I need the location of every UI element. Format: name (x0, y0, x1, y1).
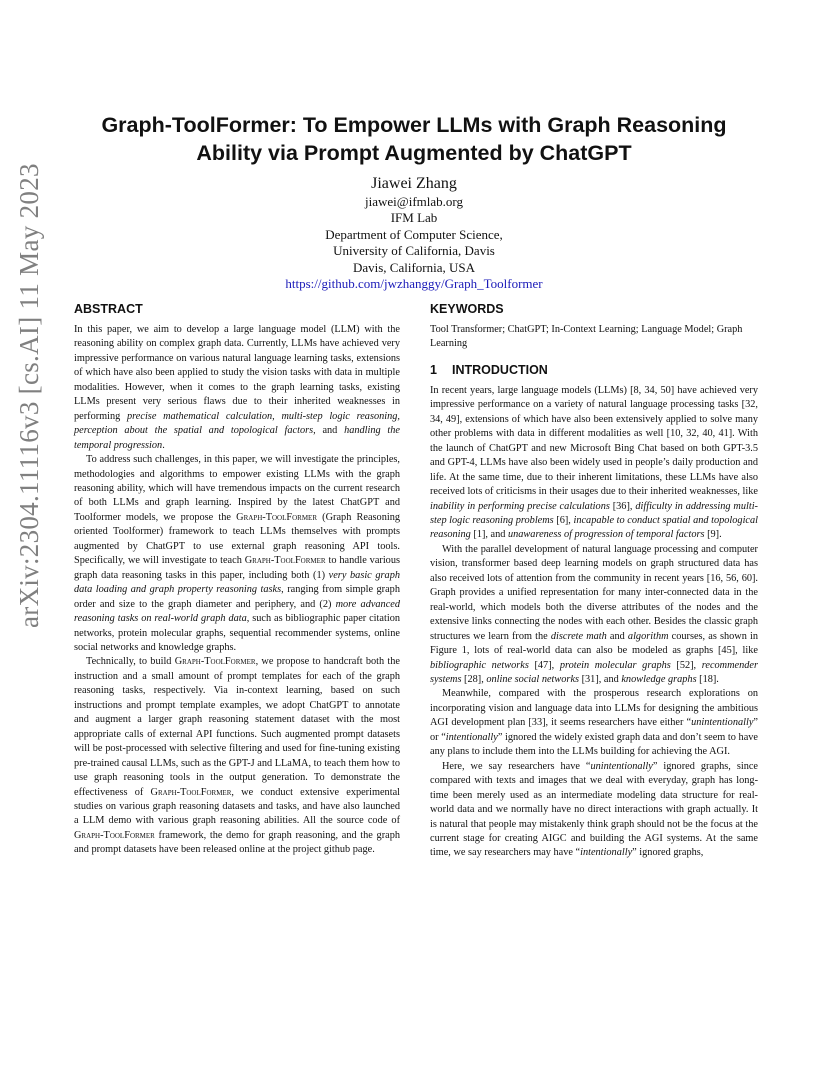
intro-paragraph-3: Meanwhile, compared with the prosperous research explorations on incorporating vision and language data into LLMs for designing the ambitious AGI development plan [33], it seems researchers have either “unintentionally” or “intentionally” ignored the widely existed graph data and don’t seem to have any plans to include them into the LLMs building for achieving the AGI. (430, 688, 758, 758)
abstract-paragraph-3: Technically, to build Graph-ToolFormer, we propose to handcraft both the instruction and a small amount of prompt templates for each of the graph reasoning tasks, respectively. Via in-context learning, based on such instructions and prompt template examples, we adopt ChatGPT to annotate and augment a larger graph reasoning statement dataset with the most appropriate calls of external API functions. Such augmented prompt datasets will be post-processed with selective filtering and used for fine-tuning existing pre-trained causal LLMs, such as the GPT-J and LLaMA, to teach them how to use graph reasoning tools in the output generation. To demonstrate the effectiveness of Graph-ToolFormer, we conduct extensive experimental studies on various graph reasoning datasets and tasks, and have also launched a LLM demo with various graph reasoning abilities. All the source code of Graph-ToolFormer framework, the demo for graph reasoning, and the graph and prompt datasets have been released online at the project github page. (74, 656, 400, 856)
keywords-list: Tool Transformer; ChatGPT; In-Context Learning; Language Model; Graph Learning (430, 324, 743, 350)
author-university: University of California, Davis (333, 243, 495, 259)
abstract-paragraph-1: In this paper, we aim to develop a large language model (LLM) with the reasoning ability on complex graph data. Currently, LLMs have achieved very impressive performance on various natural language learning tasks, extensions of which have also been applied to study the vision tasks with data in multiple modalities. However, when it comes to the graph learning tasks, existing LLMs present very serious flaws due to their inherited weaknesses in performing precise mathematical calculation, multi-step logic reasoning, perception about the spatial and topological factors, and handling the temporal progression. (74, 324, 400, 451)
author-email: jiawei@ifmlab.org (364, 194, 463, 209)
intro-paragraph-2: With the parallel development of natural language processing and computer vision, transformer based deep learning models on graph structured data has also received lots of attention from the community in recent years [16, 56, 60]. Graph provides a unified representation for many inter-connected data in the real-world, which models both the diverse attributes of the nodes and the extensive links connecting the nodes with each other. Besides the classic graph structures we learn from the discrete math and algorithm courses, as shown in Figure 1, lots of real-world data can also be modeled as graphs [45], like bibliographic networks [47], protein molecular graphs [52], recommender systems [28], online social networks [31], and knowledge graphs [18]. (430, 543, 758, 685)
author-lab: IFM Lab (390, 210, 438, 226)
keywords-heading: KEYWORDS (430, 302, 504, 316)
author-location: Davis, California, USA (352, 259, 476, 275)
abstract-paragraph-2: To address such challenges, in this paper, we will investigate the principles, methodologies and algorithms to empower existing LLMs with the graph reasoning ability, which will have tremendous impacts on the current research of both LLMs and graph learning. Inspired by the latest ChatGPT and Toolformer models, we propose the Graph-ToolFormer (Graph Reasoning oriented Toolformer) framework to teach LLMs themselves with prompts augmented by ChatGPT to use external graph reasoning API tools. Specifically, we will investigate to teach Graph-ToolFormer to handle various graph data reasoning tasks in this paper, including both (1) very basic graph data loading and graph property reasoning tasks, ranging from simple graph order and size to the graph diameter and periphery, and (2) more advanced reasoning tasks on real-world graph data, such as bibliographic paper citation networks, protein molecular graphs, sequential recommender systems, online social networks and knowledge graphs. (74, 454, 400, 653)
author-block (0, 174, 828, 292)
abstract-heading: ABSTRACT (74, 302, 143, 316)
paper-title (0, 111, 828, 167)
project-github-link[interactable]: https://github.com/jwzhanggy/Graph_Toolformer (285, 276, 543, 292)
title-line-1: Graph-ToolFormer: To Empower LLMs with Graph Reasoning (101, 113, 727, 137)
right-column (430, 301, 758, 861)
left-column (74, 301, 400, 858)
intro-paragraph-4: Here, we say researchers have “unintentionally” ignored graphs, since compared with texts and images that we deal with everyday, graph has long-time been merely used as an intermediate modeling data structure for real-world data and we normally have no direct interactions with graph actually. It is natural that people may mistakenly think graph should not be the focus at the current stage for creating AIGC and building the AGI systems. At the same time, we say researchers may have “intentionally” ignored graphs, (430, 760, 758, 859)
title-line-2: Ability via Prompt Augmented by ChatGPT (196, 141, 632, 165)
arxiv-identifier-watermark: arXiv:2304.11116v3 [cs.AI] 11 May 2023 (14, 163, 44, 628)
author-department: Department of Computer Science, (325, 226, 503, 242)
author-name: Jiawei Zhang (371, 175, 457, 192)
introduction-heading: 1 INTRODUCTION (430, 362, 548, 377)
intro-paragraph-1: In recent years, large language models (LLMs) [8, 34, 50] have achieved very impressive performance on a variety of natural language processing tasks [32, 34, 49], extensions of which have also been extensively applied to solve many other problems with data in different modalities as well [10, 32, 40, 41]. With the launch of ChatGPT and new Microsoft Bing Chat based on both GPT-3.5 and GPT-4, LLMs have also been widely used in people’s daily production and life. At the same time, due to their inherent limitations, these LLMs have also received lots of criticisms in their usages due to their inherited weaknesses, like inability in performing precise calculations [36], difficulty in addressing multi-step logic reasoning problems [6], incapable to conduct spatial and topological reasoning [1], and unawareness of progression of temporal factors [9]. (430, 384, 759, 541)
